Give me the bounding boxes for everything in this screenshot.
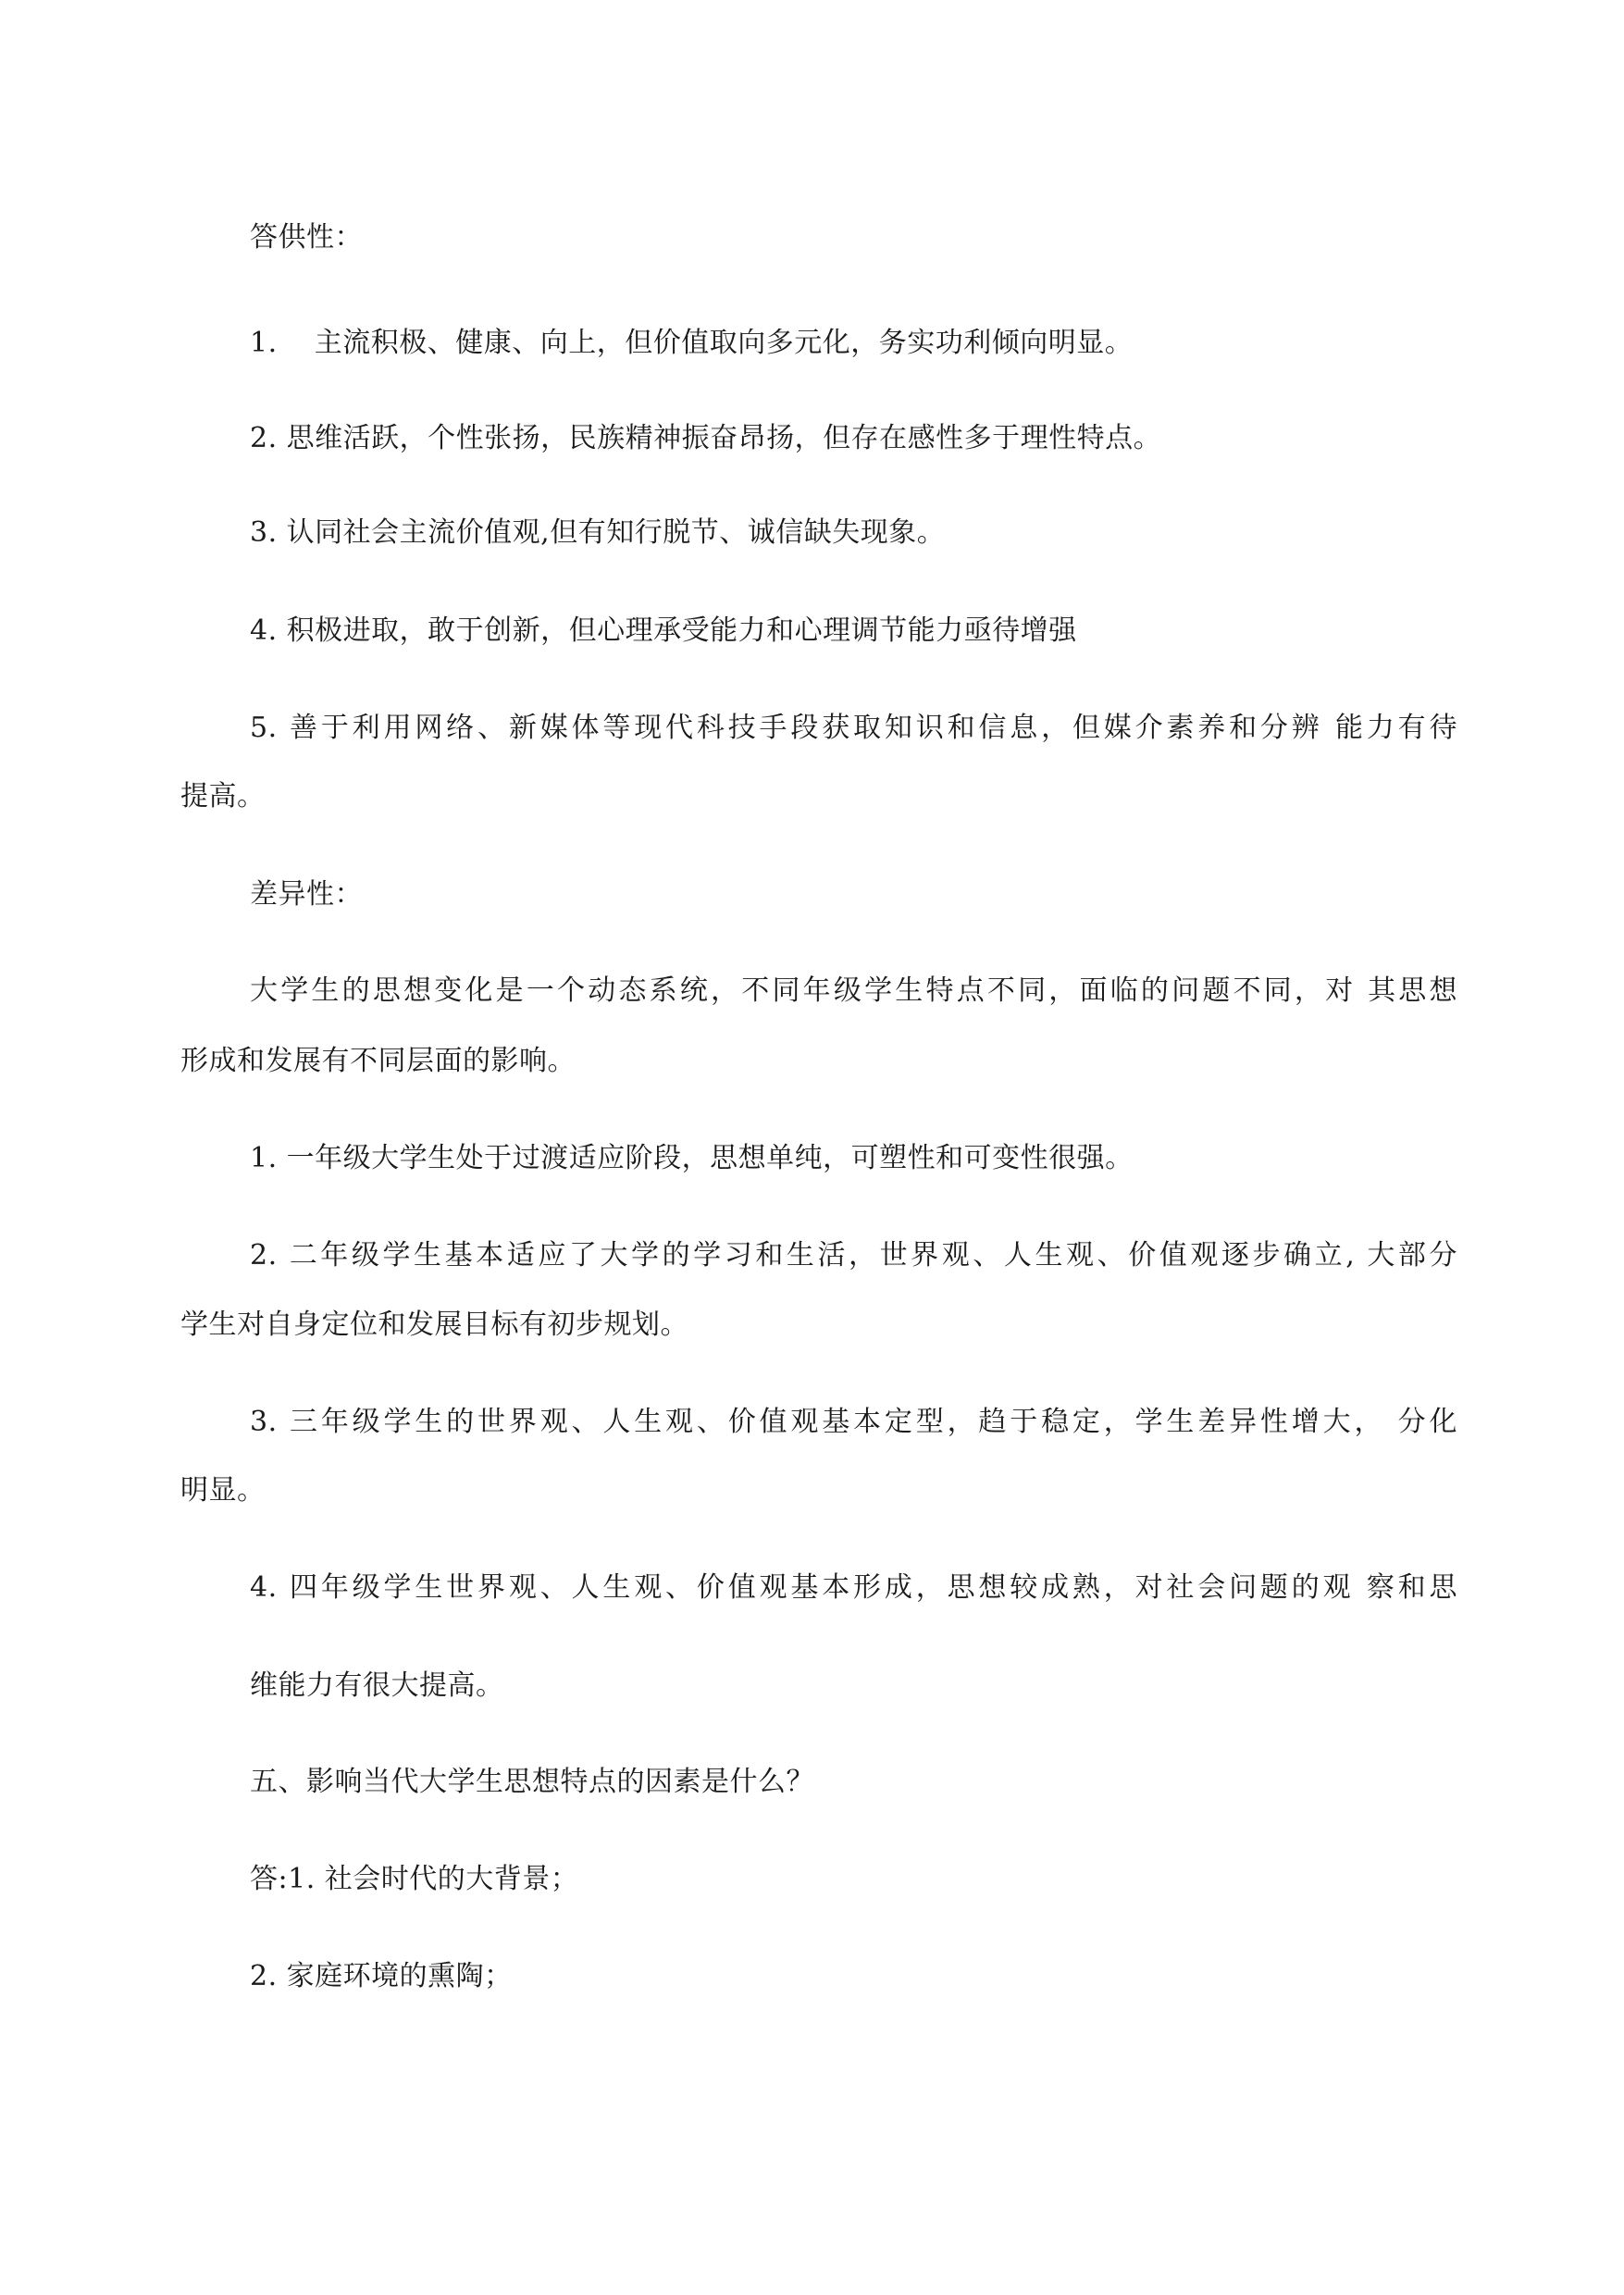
difference-heading: 差异性： [250,878,363,911]
grade-4-line-1: 4. 四年级学生世界观、人生观、价值观基本形成，思想较成熟，对社会问题的观 察和思 [250,1571,1457,1604]
difference-intro-line-1: 大学生的思想变化是一个动态系统，不同年级学生特点不同，面临的问题不同，对 其思想 [250,974,1457,1007]
commonality-item-5-line-2: 提高。 [180,780,266,813]
grade-2-line-2: 学生对自身定位和发展目标有初步规划。 [180,1309,688,1341]
commonality-item-4: 4. 积极进取，敢于创新，但心理承受能力和心理调节能力亟待增强 [250,614,1077,647]
commonality-item-2: 2. 思维活跃，个性张扬，民族精神振奋昂扬，但存在感性多于理性特点。 [250,422,1162,454]
grade-3-line-1: 3. 三年级学生的世界观、人生观、价值观基本定型，趋于稳定，学生差异性增大， 分化 [250,1406,1457,1438]
grade-4-line-2: 维能力有很大提高。 [250,1669,504,1702]
commonality-item-5-line-1: 5. 善于利用网络、新媒体等现代科技手段获取知识和信息，但媒介素养和分辨 能力有待 [250,712,1457,744]
commonality-item-1: 1. 主流积极、健康、向上，但价值取向多元化，务实功利倾向明显。 [250,327,1134,359]
commonality-heading: 答供性： [250,221,363,254]
question-5: 五、影响当代大学生思想特点的因素是什么？ [250,1766,814,1798]
grade-1-item: 1. 一年级大学生处于过渡适应阶段，思想单纯，可塑性和可变性很强。 [250,1142,1134,1174]
grade-2-line-1: 2. 二年级学生基本适应了大学的学习和生活，世界观、人生观、价值观逐步确立, 大部分 [250,1239,1457,1272]
difference-intro-line-2: 形成和发展有不同层面的影响。 [180,1045,576,1077]
answer-line-2: 2. 家庭环境的熏陶； [250,1960,513,1992]
answer-line-1: 答:1. 社会时代的大背景； [250,1863,579,1895]
grade-3-line-2: 明显。 [180,1474,266,1507]
commonality-item-3: 3. 认同社会主流价值观,但有知行脱节、诚信缺失现象。 [250,516,946,549]
